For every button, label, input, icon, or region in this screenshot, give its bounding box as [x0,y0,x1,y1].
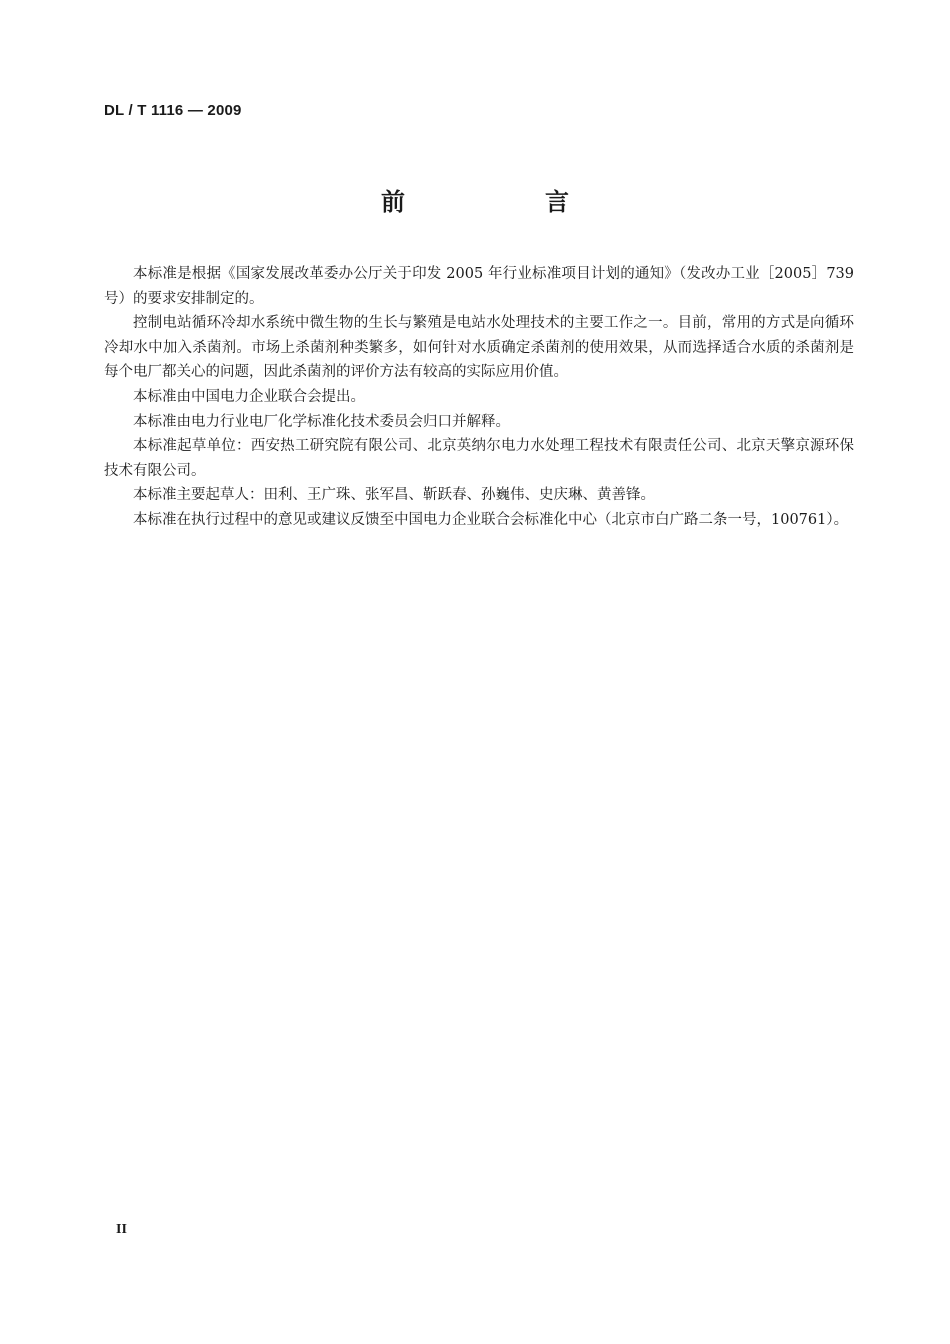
page-number: II [116,1222,127,1237]
foreword-body [104,262,854,533]
paragraph-background: 控制电站循环冷却水系统中微生物的生长与繁殖是电站水处理技术的主要工作之一。目前，常用的方式是向循环冷却水中加入杀菌剂。市场上杀菌剂种类繁多，如何针对水质确定杀菌剂的使用效果，从而选择适合水质的杀菌剂是每个电厂都关心的问题，因此杀菌剂的评价方法有较高的实际应用价值。 [104,315,854,381]
paragraph-basis: 本标准是根据《国家发展改革委办公厅关于印发 2005 年行业标准项目计划的通知》（发改办工业［2005］739 号）的要求安排制定的。 [104,266,854,307]
paragraph-drafting-units: 本标准起草单位：西安热工研究院有限公司、北京英纳尔电力水处理工程技术有限责任公司、北京天擎京源环保技术有限公司。 [104,438,854,479]
standard-code: DL / T 1116 — 2009 [104,102,242,119]
paragraph-administrator: 本标准由电力行业电厂化学标准化技术委员会归口并解释。 [133,413,510,430]
paragraph-drafters: 本标准主要起草人：田利、王广珠、张军昌、靳跃春、孙巍伟、史庆琳、黄善锋。 [133,487,655,504]
paragraph-proposer: 本标准由中国电力企业联合会提出。 [133,388,365,405]
page-title: 前 言 [381,188,627,216]
paragraph-feedback: 本标准在执行过程中的意见或建议反馈至中国电力企业联合会标准化中心（北京市白广路二条一号，100761）。 [133,511,849,528]
